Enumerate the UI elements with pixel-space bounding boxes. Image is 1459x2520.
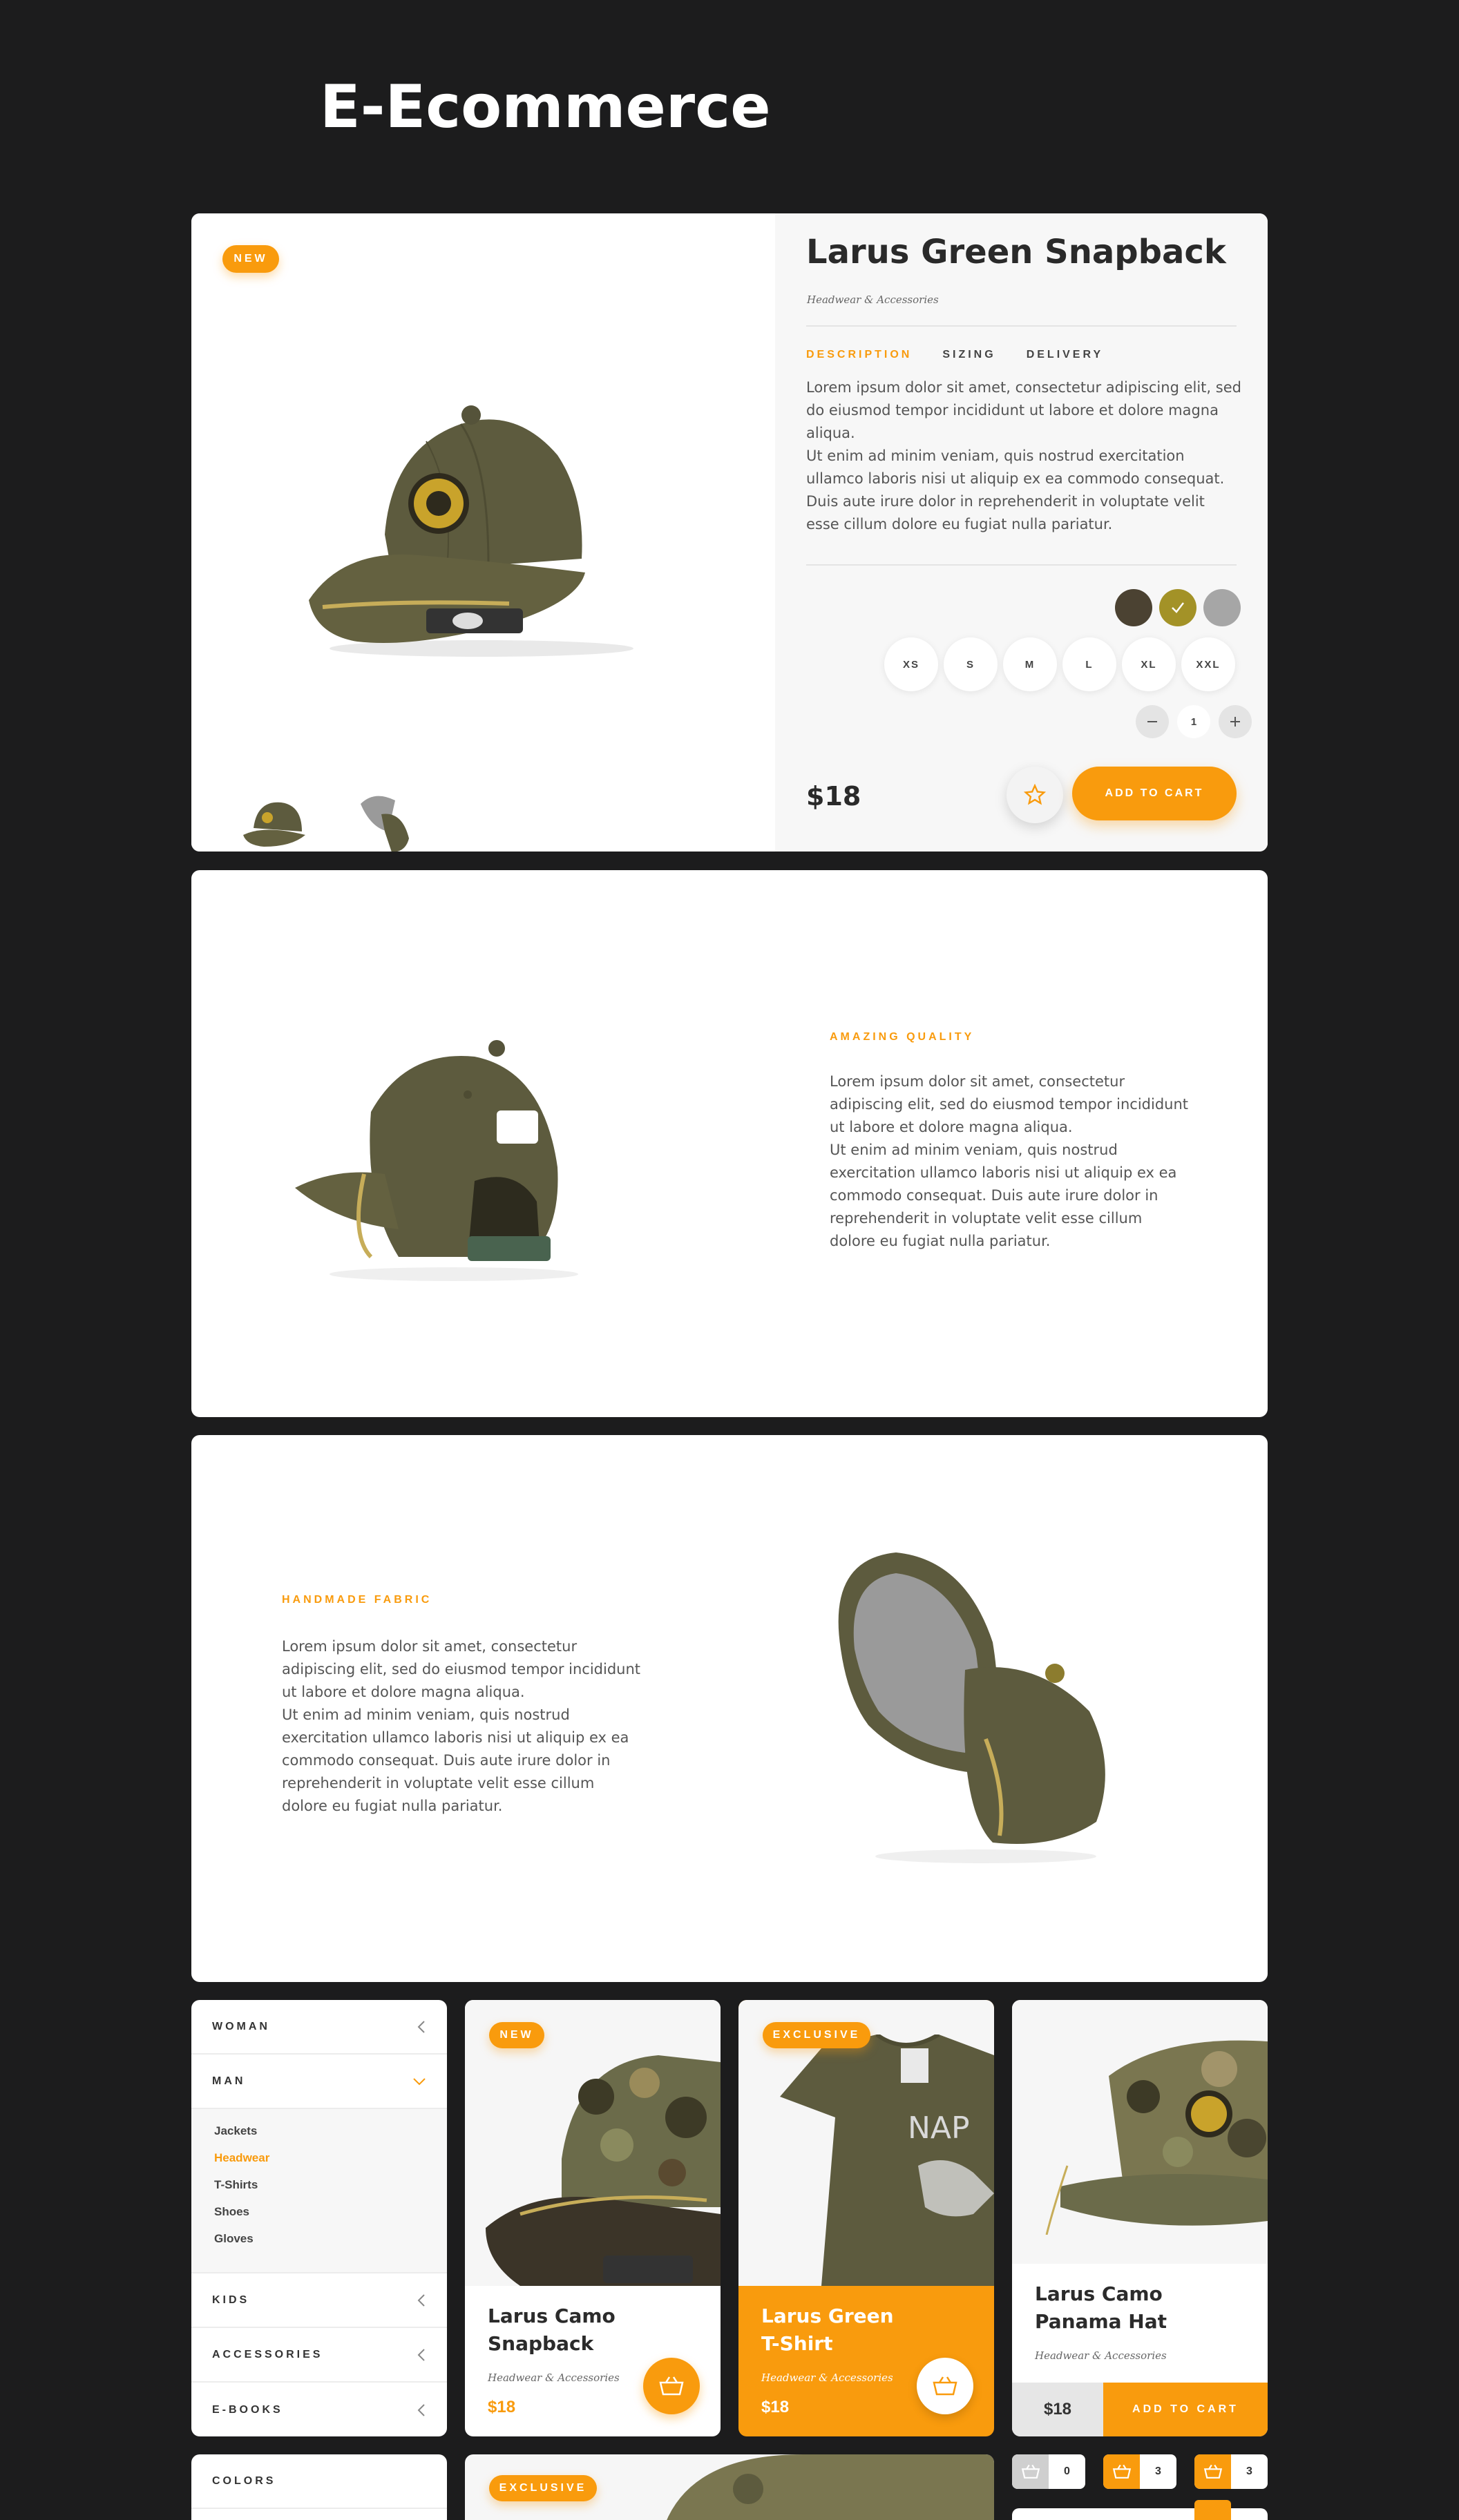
basket-counter-active[interactable] xyxy=(1194,2454,1268,2489)
menu-item-label: MAN xyxy=(212,2075,246,2087)
basket-icon-box xyxy=(1012,2454,1049,2489)
product-image xyxy=(738,2000,994,2286)
submenu-item-headwear[interactable]: Headwear xyxy=(214,2151,270,2164)
chevron-down-icon xyxy=(412,2077,426,2086)
feature-quality-card xyxy=(191,870,1268,1417)
tab-sizing[interactable]: SIZING xyxy=(942,349,996,360)
quantity-value[interactable]: 1 xyxy=(1177,705,1210,738)
product-tabs xyxy=(806,349,1103,361)
submenu-man xyxy=(191,2109,447,2273)
submenu-item-tshirts[interactable]: T-Shirts xyxy=(214,2177,258,2191)
product-name xyxy=(1035,2280,1167,2336)
basket-count: 3 xyxy=(1155,2465,1161,2477)
size-options xyxy=(884,637,1235,691)
product-price: $18 xyxy=(1012,2383,1103,2436)
submenu-item-shoes[interactable]: Shoes xyxy=(214,2204,250,2218)
check-icon xyxy=(1170,599,1186,616)
cap-back-image xyxy=(295,1029,613,1291)
basket-icon xyxy=(1021,2464,1040,2479)
size-xxl[interactable]: XXL xyxy=(1181,637,1235,691)
feature-heading: AMAZING QUALITY xyxy=(830,1031,975,1043)
divider xyxy=(806,564,1237,566)
thumbnail-back[interactable] xyxy=(347,790,423,852)
product-category: Headwear & Accessories xyxy=(488,2372,620,2384)
product-image-area xyxy=(191,213,775,852)
feature-fabric-card xyxy=(191,1435,1268,1982)
product-name-line-2: Panama Hat xyxy=(1035,2310,1167,2333)
description-paragraph-1: Lorem ipsum dolor sit amet, consectetur adipiscing elit, sed do eiusmod tempor incididunt ut labore et dolore magna aliqua. xyxy=(806,379,1241,441)
basket-count: 0 xyxy=(1064,2465,1070,2477)
menu-item-man[interactable] xyxy=(191,2055,447,2109)
basket-icon-box xyxy=(1194,2454,1231,2489)
product-main-image xyxy=(281,365,668,669)
colors-filter xyxy=(191,2454,447,2520)
quantity-increase-button[interactable] xyxy=(1219,705,1252,738)
submenu-item-jackets[interactable]: Jackets xyxy=(214,2124,258,2137)
product-image xyxy=(1012,2000,1268,2264)
description-paragraph-2: Ut enim ad minim veniam, quis nostrud exercitation ullamco laboris nisi ut aliquip ex ea commodo consequat. Duis aute irure dolor in reprehenderit in voluptate velit esse cillum dolore eu fugiat nulla pariatur. xyxy=(806,448,1225,532)
basket-icon xyxy=(1203,2464,1223,2479)
plus-icon xyxy=(1230,716,1241,727)
product-image xyxy=(665,2454,994,2520)
colors-filter-label: COLORS xyxy=(212,2474,276,2487)
product-name-line-1: Larus Green xyxy=(761,2305,894,2327)
tab-delivery[interactable]: DELIVERY xyxy=(1026,349,1104,360)
size-l[interactable]: L xyxy=(1062,637,1116,691)
partial-accent xyxy=(1194,2500,1231,2520)
page-title: E-Ecommerce xyxy=(320,73,771,142)
menu-item-label: KIDS xyxy=(212,2293,250,2306)
submenu-item-gloves[interactable]: Gloves xyxy=(214,2231,254,2245)
chevron-left-icon xyxy=(417,2293,426,2307)
product-name xyxy=(761,2302,894,2358)
menu-item-kids[interactable] xyxy=(191,2273,447,2328)
menu-item-accessories[interactable] xyxy=(191,2328,447,2383)
star-icon xyxy=(1024,784,1046,806)
menu-item-label: E-BOOKS xyxy=(212,2403,283,2416)
product-price: $18 xyxy=(488,2398,516,2416)
product-category: Headwear & Accessories xyxy=(807,294,939,306)
feature-heading: HANDMADE FABRIC xyxy=(282,1594,432,1606)
product-name-line-1: Larus Camo xyxy=(488,2305,616,2327)
color-swatches xyxy=(1115,589,1241,626)
size-xl[interactable]: XL xyxy=(1122,637,1176,691)
product-description xyxy=(806,376,1241,536)
product-name-line-1: Larus Camo xyxy=(1035,2282,1163,2305)
feature-text xyxy=(282,1635,641,1818)
new-badge: NEW xyxy=(222,245,279,273)
menu-item-ebooks[interactable] xyxy=(191,2383,447,2436)
add-to-basket-button[interactable] xyxy=(643,2358,700,2414)
tshirt-image xyxy=(780,2035,994,2286)
product-card xyxy=(191,213,1268,852)
product-card-exclusive[interactable] xyxy=(465,2454,994,2520)
camo-cap-image xyxy=(479,2035,721,2286)
basket-counter-filled[interactable] xyxy=(1103,2454,1176,2489)
size-s[interactable]: S xyxy=(944,637,998,691)
color-swatch-grey[interactable] xyxy=(1203,589,1241,626)
feature-paragraph-2: Ut enim ad minim veniam, quis nostrud exercitation ullamco laboris nisi ut aliquip ex ea commodo consequat. Duis aute irure dolor in reprehenderit in voluptate velit esse cillum dolore eu fugiat nulla pariatur. xyxy=(282,1706,629,1814)
chevron-left-icon xyxy=(417,2403,426,2417)
add-to-basket-button[interactable] xyxy=(917,2358,973,2414)
product-category: Headwear & Accessories xyxy=(761,2372,893,2384)
tab-description[interactable]: DESCRIPTION xyxy=(806,349,913,360)
minus-icon xyxy=(1147,716,1158,727)
exclusive-badge: EXCLUSIVE xyxy=(763,2022,870,2048)
menu-item-woman[interactable] xyxy=(191,2000,447,2055)
basket-icon-box xyxy=(1103,2454,1140,2489)
product-name: Larus Green Snapback xyxy=(806,233,1226,271)
menu-item-label: WOMAN xyxy=(212,2020,270,2032)
colors-filter-header[interactable] xyxy=(191,2454,447,2509)
product-name-line-2: T-Shirt xyxy=(761,2332,833,2355)
add-to-cart-button[interactable]: ADD TO CART xyxy=(1072,767,1237,820)
feature-paragraph-1: Lorem ipsum dolor sit amet, consectetur adipiscing elit, sed do eiusmod tempor incididunt ut labore et dolore magna aliqua. xyxy=(282,1638,641,1700)
quantity-stepper xyxy=(1136,705,1252,738)
category-menu xyxy=(191,2000,447,2436)
cap-underside-image xyxy=(827,1546,1131,1870)
product-card-camo-panama[interactable] xyxy=(1012,2000,1268,2436)
color-swatch-olive[interactable] xyxy=(1159,589,1196,626)
basket-icon xyxy=(932,2376,958,2396)
size-xs[interactable]: XS xyxy=(884,637,938,691)
product-price: $18 xyxy=(806,781,861,811)
color-swatch-brown[interactable] xyxy=(1115,589,1152,626)
favorite-button[interactable] xyxy=(1007,767,1063,823)
thumbnail-front[interactable] xyxy=(236,797,312,852)
basket-counter-empty[interactable] xyxy=(1012,2454,1085,2489)
chevron-left-icon xyxy=(417,2348,426,2362)
exclusive-badge: EXCLUSIVE xyxy=(489,2475,597,2501)
size-m[interactable]: M xyxy=(1003,637,1057,691)
feature-paragraph-2: Ut enim ad minim veniam, quis nostrud exercitation ullamco laboris nisi ut aliquip ex ea commodo consequat. Duis aute irure dolor in reprehenderit in voluptate velit esse cillum dolore eu fugiat nulla pariatur. xyxy=(830,1142,1177,1249)
product-image xyxy=(465,2000,721,2286)
product-name xyxy=(488,2302,616,2358)
product-price: $18 xyxy=(761,2398,790,2416)
product-card-green-tshirt[interactable] xyxy=(738,2000,994,2436)
feature-text xyxy=(830,1070,1189,1253)
quantity-decrease-button[interactable] xyxy=(1136,705,1169,738)
product-category: Headwear & Accessories xyxy=(1035,2349,1167,2362)
product-card-camo-snapback[interactable] xyxy=(465,2000,721,2436)
panama-hat-image xyxy=(1040,2028,1268,2235)
basket-icon xyxy=(1112,2464,1132,2479)
basket-icon xyxy=(658,2376,685,2396)
add-to-cart-button[interactable]: ADD TO CART xyxy=(1103,2383,1268,2436)
menu-item-label: ACCESSORIES xyxy=(212,2348,323,2360)
chevron-left-icon xyxy=(417,2020,426,2034)
new-badge: NEW xyxy=(489,2022,544,2048)
product-details-panel xyxy=(775,213,1268,852)
feature-paragraph-1: Lorem ipsum dolor sit amet, consectetur adipiscing elit, sed do eiusmod tempor incididunt ut labore et dolore magna aliqua. xyxy=(830,1073,1189,1135)
divider xyxy=(806,325,1237,327)
product-name-line-2: Snapback xyxy=(488,2332,594,2355)
basket-count: 3 xyxy=(1246,2465,1252,2477)
tshirt-print-text: NAP xyxy=(908,2110,970,2146)
